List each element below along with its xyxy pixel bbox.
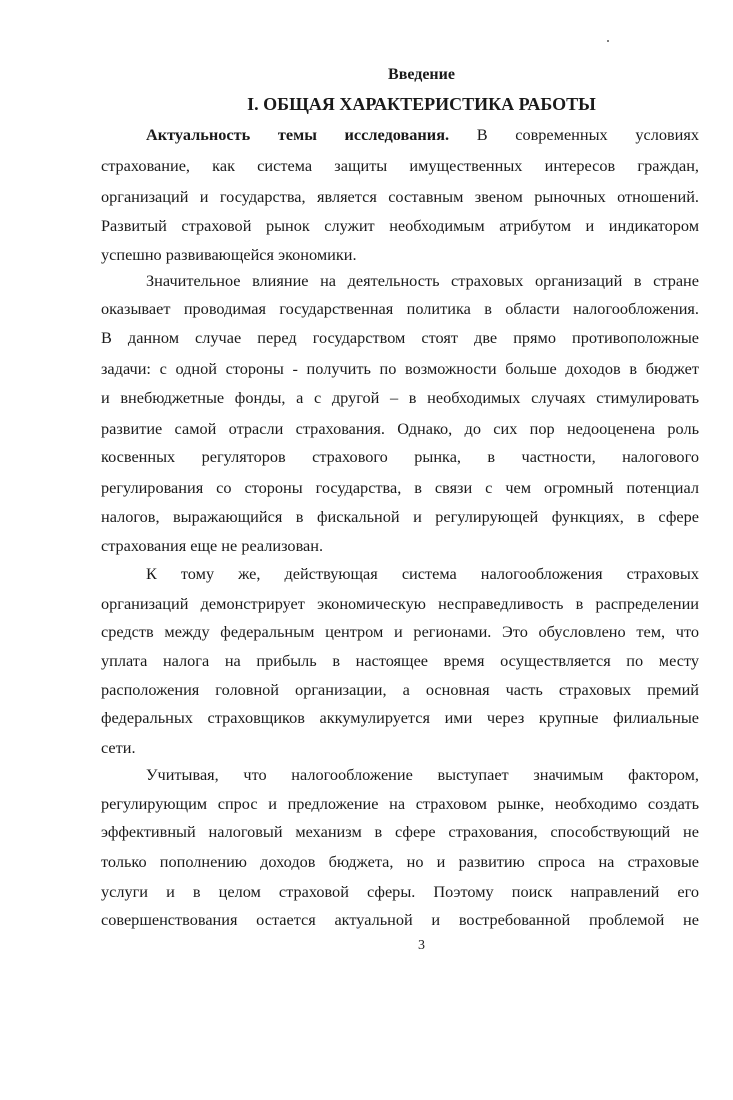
paragraph-line: развитие самой отрасли страхования. Однако, до сих пор недооценена роль: [101, 419, 699, 438]
paragraph-line: К тому же, действующая система налогообложения страховых: [146, 564, 699, 583]
intro-heading: Введение: [388, 66, 455, 83]
paragraph-line: косвенных регуляторов страхового рынка, в частности, налогового: [101, 447, 699, 466]
section-heading: I. ОБЩАЯ ХАРАКТЕРИСТИКА РАБОТЫ: [247, 94, 596, 114]
paragraph-line: эффективный налоговый механизм в сфере страхования, способствующий не: [101, 822, 699, 841]
paragraph-line: Значительное влияние на деятельность страховых организаций в стране: [146, 271, 699, 290]
paragraph-line: налогов, выражающийся в фискальной и регулирующей функциях, в сфере: [101, 507, 699, 526]
paragraph-line: сети.: [101, 738, 136, 757]
paragraph-line: успешно развивающейся экономики.: [101, 245, 357, 264]
paragraph-line: организаций и государства, является составным звеном рыночных отношений.: [101, 187, 699, 206]
paragraph-line: регулирования со стороны государства, в связи с чем огромный потенциал: [101, 478, 699, 497]
paragraph-line: совершенствования остается актуальной и востребованной проблемой не: [101, 910, 699, 929]
paragraph-line: Актуальность темы исследования. В современных условиях: [146, 125, 699, 144]
paragraph-line: оказывает проводимая государственная политика в области налогообложения.: [101, 299, 699, 318]
paragraph-line: федеральных страховщиков аккумулируется ими через крупные филиальные: [101, 708, 699, 727]
paragraph-line: Развитый страховой рынок служит необходимым атрибутом и индикатором: [101, 216, 699, 235]
paragraph-line: страхование, как система защиты имущественных интересов граждан,: [101, 156, 699, 175]
paragraph-line: расположения головной организации, а основная часть страховых премий: [101, 680, 699, 699]
paragraph-line: только пополнению доходов бюджета, но и развитию спроса на страховые: [101, 852, 699, 871]
paragraph-line: задачи: с одной стороны - получить по возможности больше доходов в бюджет: [101, 359, 699, 378]
paragraph-line: услуги и в целом страховой сферы. Поэтому поиск направлений его: [101, 882, 699, 901]
paragraph-lead: Актуальность темы исследования.: [146, 125, 450, 144]
page-number: 3: [418, 938, 425, 953]
paragraph-line: и внебюджетные фонды, а с другой – в необходимых случаях стимулировать: [101, 388, 699, 407]
paragraph-line: В данном случае перед государством стоят две прямо противоположные: [101, 328, 699, 347]
paragraph-line: страхования еще не реализован.: [101, 536, 324, 555]
paragraph-line: организаций демонстрирует экономическую несправедливость в распределении: [101, 594, 699, 613]
paragraph-line: средств между федеральным центром и регионами. Это обусловлено тем, что: [101, 622, 699, 641]
paragraph-line: уплата налога на прибыль в настоящее время осуществляется по месту: [101, 651, 699, 670]
scan-speck: [607, 40, 609, 42]
paragraph-line: Учитывая, что налогообложение выступает значимым фактором,: [146, 765, 699, 784]
paragraph-line: регулирующим спрос и предложение на страховом рынке, необходимо создать: [101, 794, 699, 813]
